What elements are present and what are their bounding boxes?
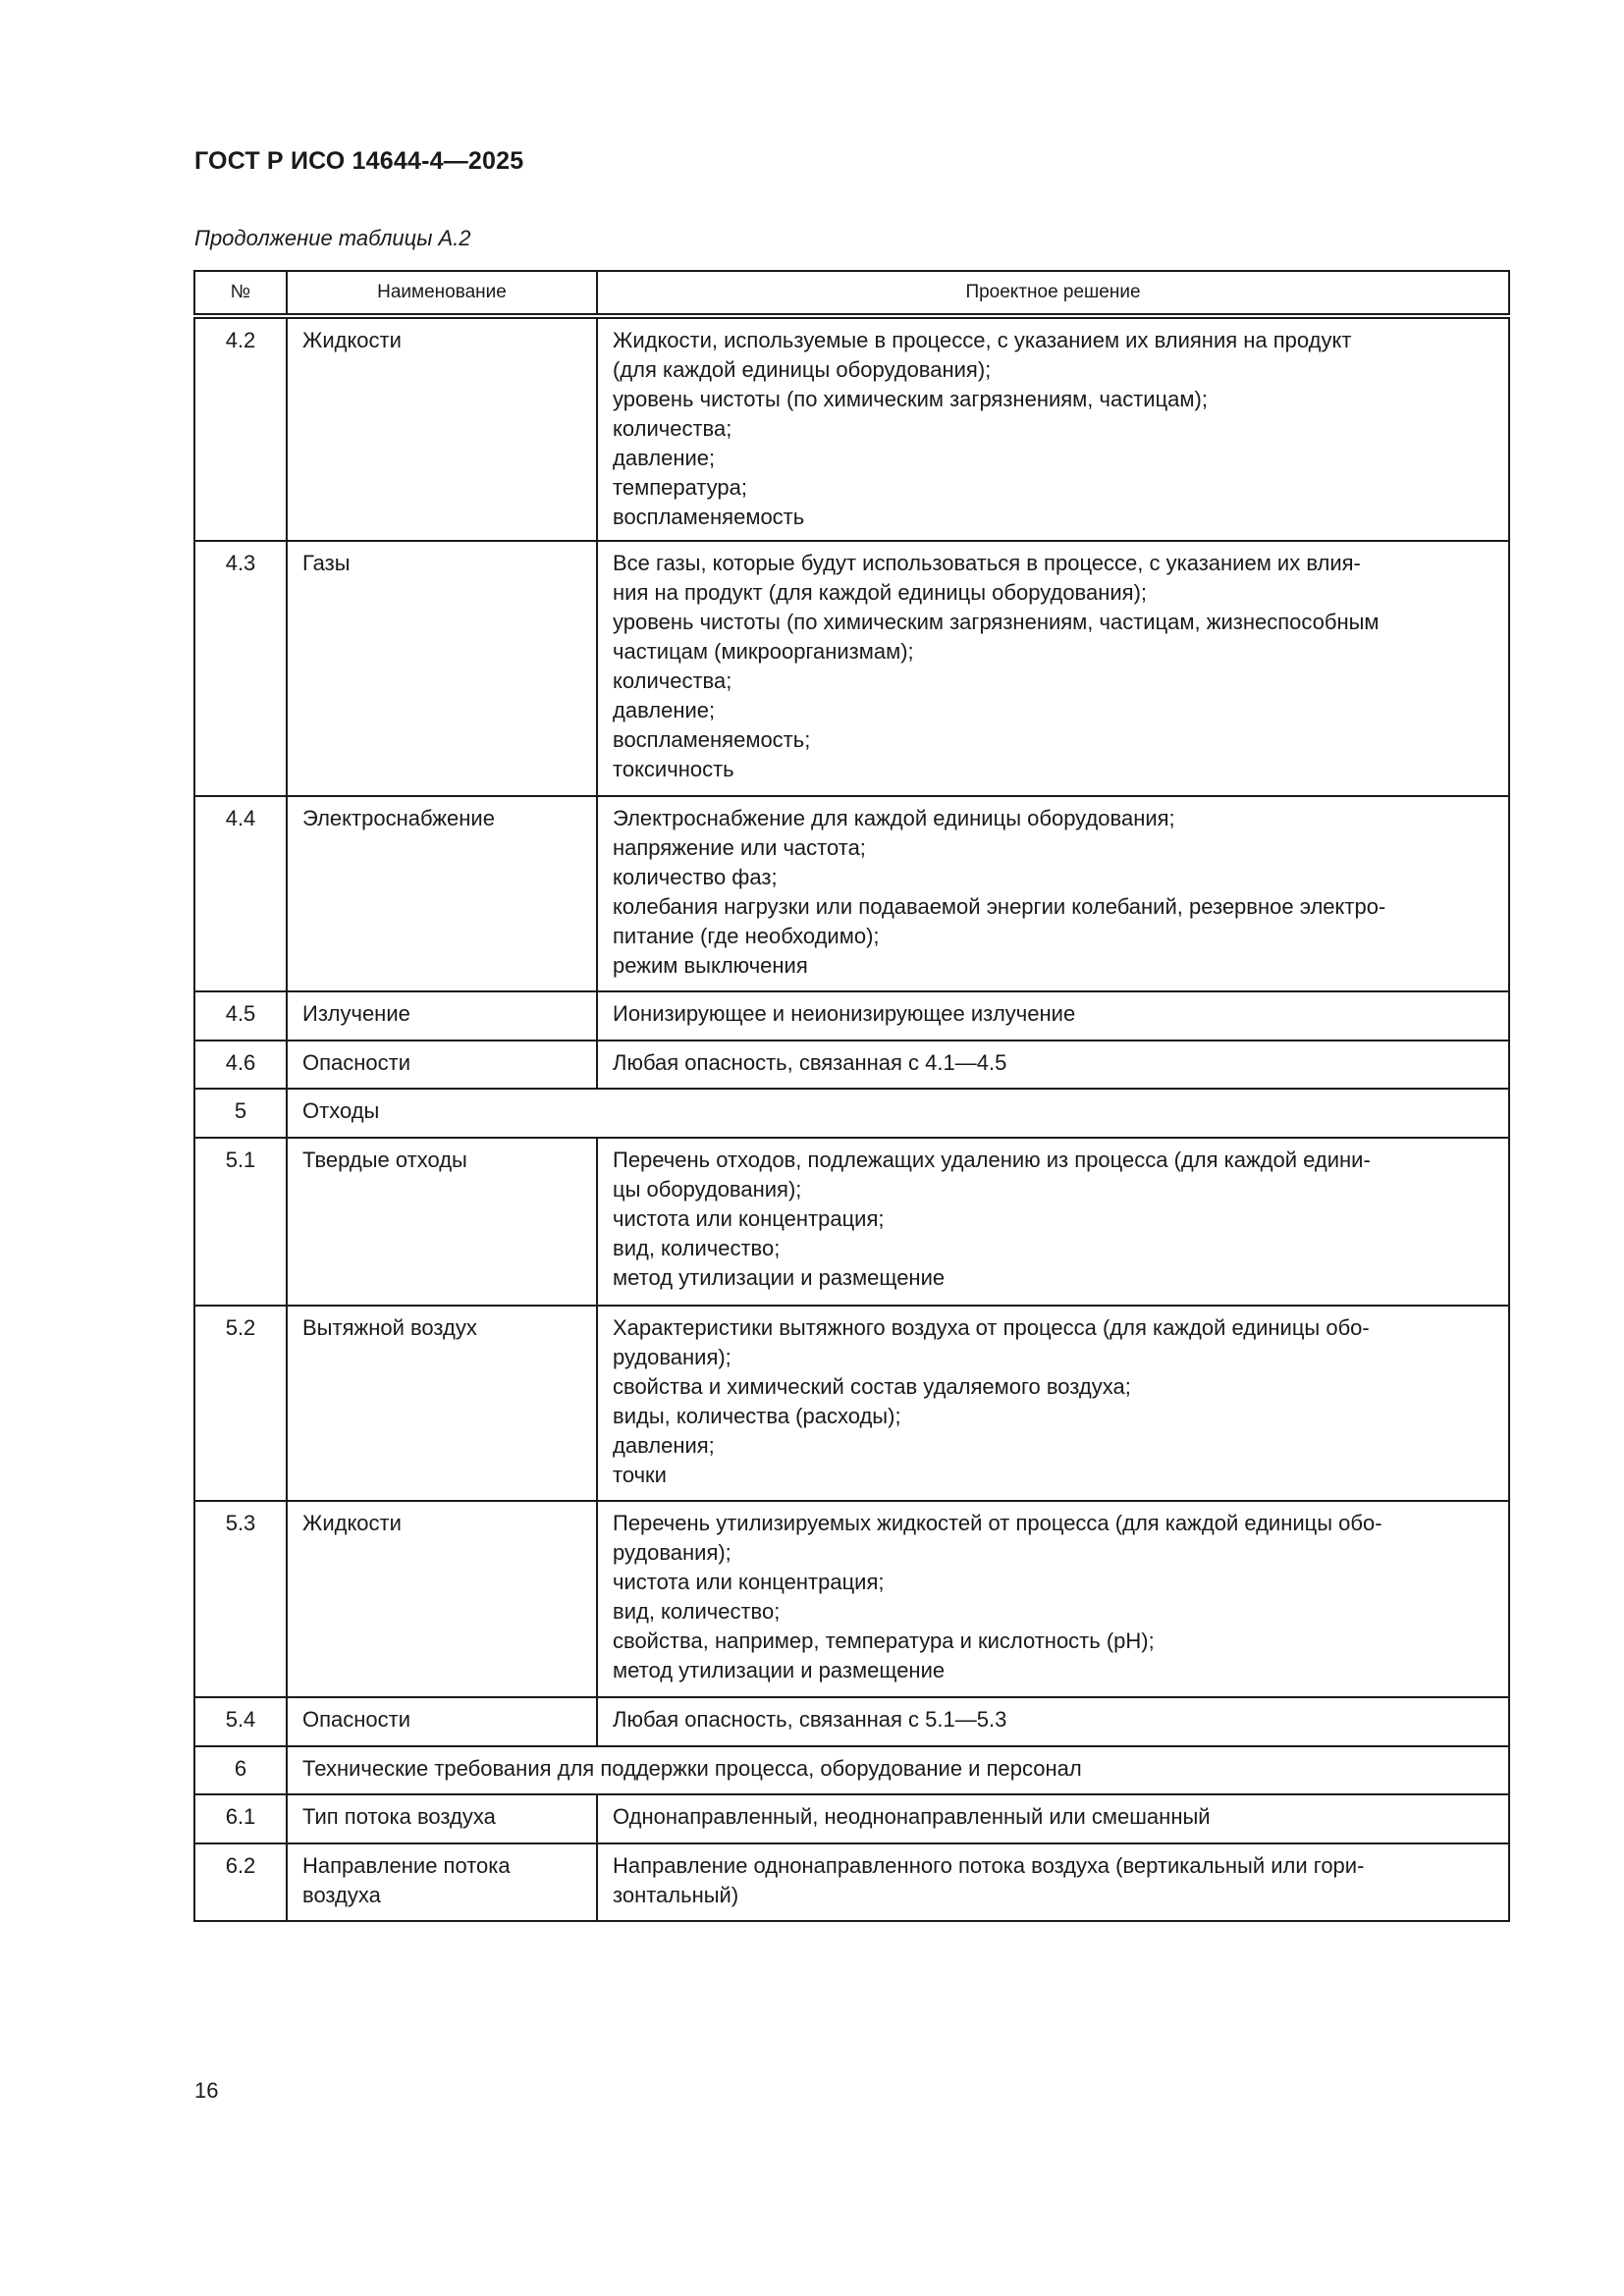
row-number: 4.6 xyxy=(194,1041,287,1089)
solution-line: Жидкости, используемые в процессе, с указанием их влияния на продукт xyxy=(613,328,1352,352)
solution-line: напряжение или частота; xyxy=(613,835,866,860)
row-name xyxy=(287,1843,597,1921)
solution-line: колебания нагрузки или подаваемой энергии колебаний, резервное электро- xyxy=(613,894,1386,919)
row-name: Жидкости xyxy=(287,316,597,541)
solution-line: Любая опасность, связанная с 4.1—4.5 xyxy=(613,1050,1007,1075)
header-name: Наименование xyxy=(287,271,597,316)
table-caption: Продолжение таблицы А.2 xyxy=(194,226,471,250)
solution-line: давления; xyxy=(613,1433,715,1458)
requirements-table xyxy=(193,270,1510,1922)
solution-line: Характеристики вытяжного воздуха от процесса (для каждой единицы обо- xyxy=(613,1315,1370,1340)
table-row xyxy=(194,796,1509,991)
solution-line: режим выключения xyxy=(613,953,808,978)
solution-line: Любая опасность, связанная с 5.1—5.3 xyxy=(613,1707,1007,1732)
table-row xyxy=(194,1697,1509,1746)
solution-line: Перечень утилизируемых жидкостей от процесса (для каждой единицы обо- xyxy=(613,1511,1382,1535)
table-row xyxy=(194,1843,1509,1921)
row-number: 4.4 xyxy=(194,796,287,991)
table-row xyxy=(194,1306,1509,1501)
page-number: 16 xyxy=(194,2078,219,2103)
document-title: ГОСТ Р ИСО 14644-4—2025 xyxy=(194,147,524,175)
solution-line: уровень чистоты (по химическим загрязнениям, частицам, жизнеспособным xyxy=(613,610,1380,634)
solution-line: свойства, например, температура и кислотность (pH); xyxy=(613,1629,1155,1653)
table-header-row xyxy=(194,271,1509,316)
solution-line: метод утилизации и размещение xyxy=(613,1265,946,1290)
row-name: Жидкости xyxy=(287,1501,597,1697)
solution-line: Электроснабжение для каждой единицы оборудования; xyxy=(613,806,1175,830)
table-row xyxy=(194,1501,1509,1697)
solution-line: рудования); xyxy=(613,1345,731,1369)
solution-line: воспламеняемость xyxy=(613,505,805,529)
row-solution xyxy=(597,1501,1509,1697)
solution-line: точки xyxy=(613,1463,667,1487)
row-name: Электроснабжение xyxy=(287,796,597,991)
header-number: № xyxy=(194,271,287,316)
row-solution xyxy=(597,796,1509,991)
section-row xyxy=(194,1746,1509,1794)
row-name: Твердые отходы xyxy=(287,1138,597,1306)
row-number: 4.5 xyxy=(194,991,287,1041)
row-number: 5.2 xyxy=(194,1306,287,1501)
row-number: 4.3 xyxy=(194,541,287,796)
solution-line: Однонаправленный, неоднонаправленный или смешанный xyxy=(613,1804,1211,1829)
solution-line: количество фаз; xyxy=(613,865,778,889)
row-solution xyxy=(597,1041,1509,1089)
solution-line: уровень чистоты (по химическим загрязнениям, частицам); xyxy=(613,387,1208,411)
table-row xyxy=(194,1138,1509,1306)
solution-line: количества; xyxy=(613,668,732,693)
solution-line: питание (где необходимо); xyxy=(613,924,880,948)
solution-line: цы оборудования); xyxy=(613,1177,802,1201)
table-row xyxy=(194,991,1509,1041)
row-solution xyxy=(597,1697,1509,1746)
table-row xyxy=(194,1041,1509,1089)
row-number: 5.1 xyxy=(194,1138,287,1306)
row-number: 6.1 xyxy=(194,1794,287,1843)
solution-line: количества; xyxy=(613,416,732,441)
solution-line: зонтальный) xyxy=(613,1883,739,1907)
row-solution xyxy=(597,991,1509,1041)
solution-line: чистота или концентрация; xyxy=(613,1570,885,1594)
row-name: Опасности xyxy=(287,1697,597,1746)
row-solution xyxy=(597,1843,1509,1921)
header-solution: Проектное решение xyxy=(597,271,1509,316)
solution-line: метод утилизации и размещение xyxy=(613,1658,946,1682)
solution-line: (для каждой единицы оборудования); xyxy=(613,357,992,382)
row-solution xyxy=(597,1794,1509,1843)
section-number: 6 xyxy=(194,1746,287,1794)
row-name: Вытяжной воздух xyxy=(287,1306,597,1501)
table-row xyxy=(194,541,1509,796)
table-row xyxy=(194,1794,1509,1843)
row-solution xyxy=(597,316,1509,541)
solution-line: ния на продукт (для каждой единицы оборудования); xyxy=(613,580,1148,605)
solution-line: Ионизирующее и неионизирующее излучение xyxy=(613,1001,1076,1026)
row-number: 5.3 xyxy=(194,1501,287,1697)
solution-line: частицам (микроорганизмам); xyxy=(613,639,914,664)
row-name: Опасности xyxy=(287,1041,597,1089)
solution-line: Направление однонаправленного потока воздуха (вертикальный или гори- xyxy=(613,1853,1365,1878)
solution-line: Перечень отходов, подлежащих удалению из процесса (для каждой едини- xyxy=(613,1148,1371,1172)
solution-line: воспламеняемость; xyxy=(613,727,811,752)
name-line: Направление потока xyxy=(302,1853,511,1878)
row-number: 6.2 xyxy=(194,1843,287,1921)
solution-line: давление; xyxy=(613,446,716,470)
solution-line: токсичность xyxy=(613,757,734,781)
section-row xyxy=(194,1089,1509,1138)
table-row xyxy=(194,316,1509,541)
solution-line: давление; xyxy=(613,698,716,722)
row-solution xyxy=(597,1306,1509,1501)
solution-line: температура; xyxy=(613,475,747,500)
solution-line: виды, количества (расходы); xyxy=(613,1404,901,1428)
row-solution xyxy=(597,1138,1509,1306)
row-name: Газы xyxy=(287,541,597,796)
row-name: Излучение xyxy=(287,991,597,1041)
row-solution xyxy=(597,541,1509,796)
section-number: 5 xyxy=(194,1089,287,1138)
name-line: воздуха xyxy=(302,1883,381,1907)
row-number: 5.4 xyxy=(194,1697,287,1746)
solution-line: вид, количество; xyxy=(613,1599,781,1624)
row-name: Тип потока воздуха xyxy=(287,1794,597,1843)
solution-line: рудования); xyxy=(613,1540,731,1565)
table-body xyxy=(194,316,1509,1921)
solution-line: вид, количество; xyxy=(613,1236,781,1260)
solution-line: чистота или концентрация; xyxy=(613,1206,885,1231)
solution-line: Все газы, которые будут использоваться в процессе, с указанием их влия- xyxy=(613,551,1361,575)
row-number: 4.2 xyxy=(194,316,287,541)
solution-line: свойства и химический состав удаляемого воздуха; xyxy=(613,1374,1131,1399)
section-title: Отходы xyxy=(287,1089,1509,1138)
section-title: Технические требования для поддержки процесса, оборудование и персонал xyxy=(287,1746,1509,1794)
